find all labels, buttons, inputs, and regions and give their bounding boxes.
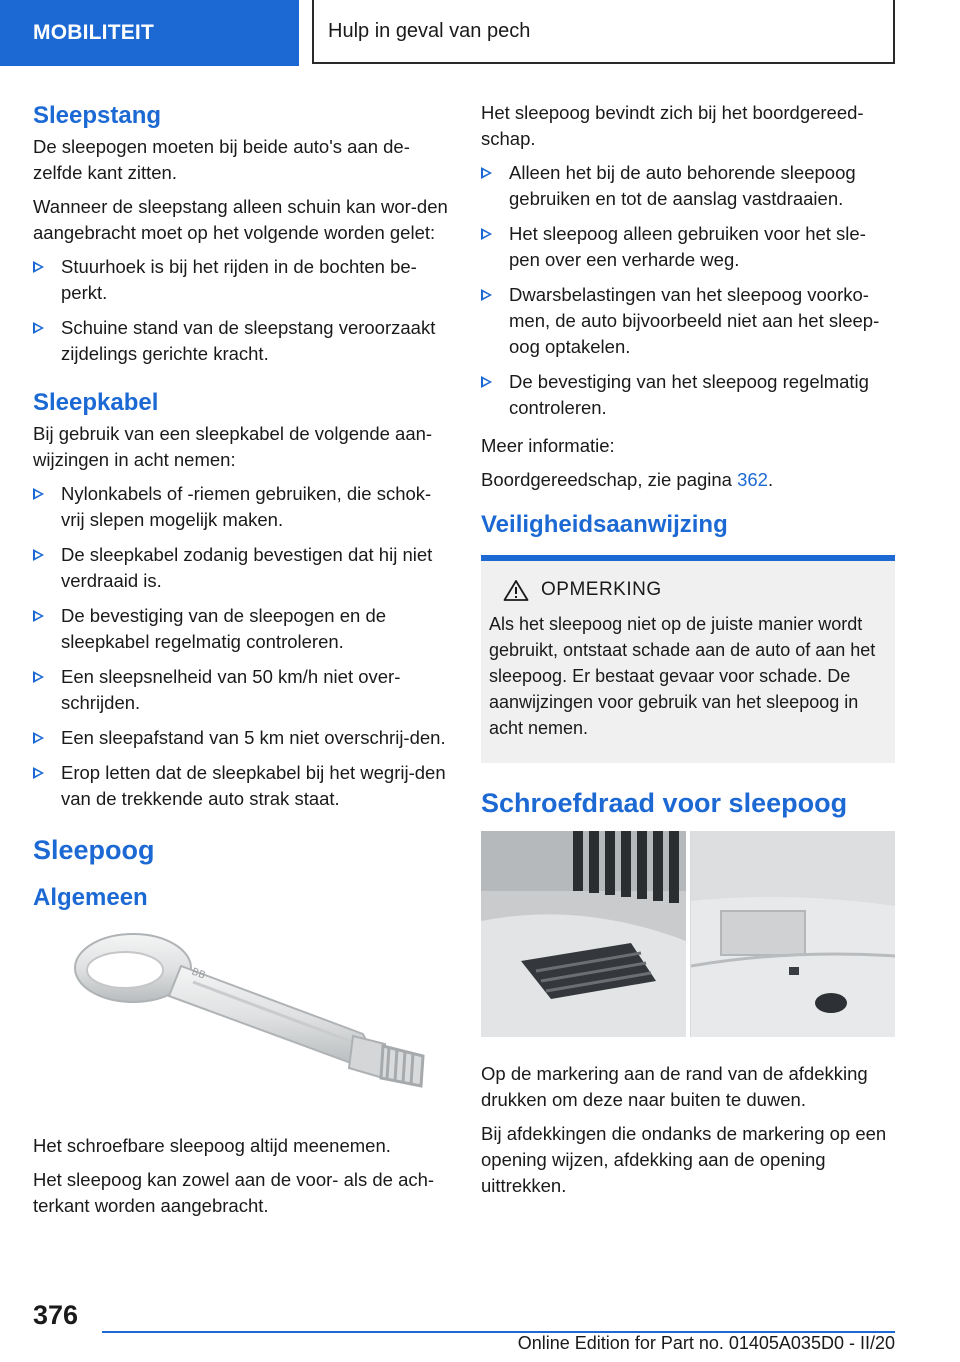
chapter-title: Hulp in geval van pech bbox=[312, 0, 895, 64]
reference-line: Boordgereedschap, zie pagina 362. bbox=[481, 469, 774, 490]
page-number: 376 bbox=[33, 1300, 79, 1330]
list-item: Nylonkabels of -riemen gebruiken, die schok-vrij slepen mogelijk maken. bbox=[33, 481, 448, 533]
edition-text: Online Edition for Part no. 01405A035D0 - II/20 bbox=[517, 1333, 895, 1353]
warning-text: Als het sleepoog niet op de juiste manier wordt gebruikt, ontstaat schade aan de auto of aan het sleepoog. Er bestaat gevaar voor schade. De aanwijzingen voor gebruik van het sleepoog in acht nemen. bbox=[489, 614, 876, 738]
heading-thread: Schroefdraad voor sleepoog bbox=[481, 788, 848, 818]
triangle-bullet-icon bbox=[481, 167, 492, 179]
list-item: Schuine stand van de sleepstang veroorzaakt zijdelings gerichte kracht. bbox=[33, 315, 448, 367]
left-column bbox=[33, 100, 448, 1227]
triangle-bullet-icon bbox=[33, 767, 44, 779]
paragraph: Bij gebruik van een sleepkabel de volgende aan-wijzingen in acht nemen: bbox=[33, 423, 433, 470]
paragraph: De sleepogen moeten bij beide auto's aan de-zelfde kant zitten. bbox=[33, 136, 410, 183]
paragraph: Het sleepoog bevindt zich bij het boordgereed-schap. bbox=[481, 102, 864, 149]
warning-icon bbox=[503, 579, 529, 602]
paragraph: Het sleepoog kan zowel aan de voor- als de ach-terkant worden aangebracht. bbox=[33, 1169, 435, 1216]
paragraph: Op de markering aan de rand van de afdekking drukken om deze naar buiten te duwen. bbox=[481, 1063, 868, 1110]
paragraph: Bij afdekkingen die ondanks de markering op een opening wijzen, afdekking aan de opening uittrekken. bbox=[481, 1123, 887, 1196]
triangle-bullet-icon bbox=[33, 261, 44, 273]
list-item: Alleen het bij de auto behorende sleepoog gebruiken en tot de aanslag vastdraaien. bbox=[481, 160, 895, 212]
warning-box bbox=[481, 555, 895, 763]
bullet-list bbox=[33, 254, 448, 367]
triangle-bullet-icon bbox=[33, 671, 44, 683]
triangle-bullet-icon bbox=[481, 289, 492, 301]
paragraph: Het schroefbare sleepoog altijd meenemen. bbox=[33, 1135, 391, 1156]
triangle-bullet-icon bbox=[33, 322, 44, 334]
right-column bbox=[481, 100, 895, 1207]
list-item: Een sleepsnelheid van 50 km/h niet over-schrijden. bbox=[33, 664, 448, 716]
bullet-list bbox=[481, 160, 895, 421]
triangle-bullet-icon bbox=[33, 488, 44, 500]
subheading-algemeen: Algemeen bbox=[33, 884, 148, 911]
list-item: De sleepkabel zodanig bevestigen dat hij niet verdraaid is. bbox=[33, 542, 448, 594]
heading-sleepoog: Sleepoog bbox=[33, 835, 155, 865]
triangle-bullet-icon bbox=[481, 376, 492, 388]
heading-sleepstang: Sleepstang bbox=[33, 102, 162, 129]
page-header bbox=[0, 0, 960, 66]
triangle-bullet-icon bbox=[481, 228, 492, 240]
paragraph: Meer informatie: bbox=[481, 435, 615, 456]
list-item: De bevestiging van het sleepoog regelmatig controleren. bbox=[481, 369, 895, 421]
triangle-bullet-icon bbox=[33, 610, 44, 622]
section-tab: MOBILITEIT bbox=[0, 0, 299, 66]
list-item: Dwarsbelastingen van het sleepoog voorko-men, de auto bijvoorbeeld niet aan het sleep-oog optakelen. bbox=[481, 282, 895, 360]
warning-header bbox=[489, 577, 887, 603]
svg-text:BB: BB bbox=[189, 966, 207, 982]
tow-eye-illustration bbox=[63, 926, 433, 1106]
triangle-bullet-icon bbox=[33, 732, 44, 744]
list-item: Het sleepoog alleen gebruiken voor het sle-pen over een verharde weg. bbox=[481, 221, 895, 273]
list-item: Een sleepafstand van 5 km niet overschrij-den. bbox=[33, 725, 448, 751]
warning-title: OPMERKING bbox=[541, 579, 662, 600]
bullet-list bbox=[33, 481, 448, 812]
bumper-photo bbox=[481, 831, 895, 1037]
page-link[interactable]: 362 bbox=[737, 469, 768, 490]
triangle-bullet-icon bbox=[33, 549, 44, 561]
list-item: Erop letten dat de sleepkabel bij het wegrij-den van de trekkende auto strak staat. bbox=[33, 760, 448, 812]
list-item: De bevestiging van de sleepogen en de sleepkabel regelmatig controleren. bbox=[33, 603, 448, 655]
heading-safety: Veiligheidsaanwijzing bbox=[481, 511, 728, 538]
bumper-cover-illustration bbox=[481, 831, 895, 1037]
list-item: Stuurhoek is bij het rijden in de bochten be-perkt. bbox=[33, 254, 448, 306]
heading-sleepkabel: Sleepkabel bbox=[33, 389, 159, 416]
paragraph: Wanneer de sleepstang alleen schuin kan wor-den aangebracht moet op het volgende worden gelet: bbox=[33, 196, 448, 243]
